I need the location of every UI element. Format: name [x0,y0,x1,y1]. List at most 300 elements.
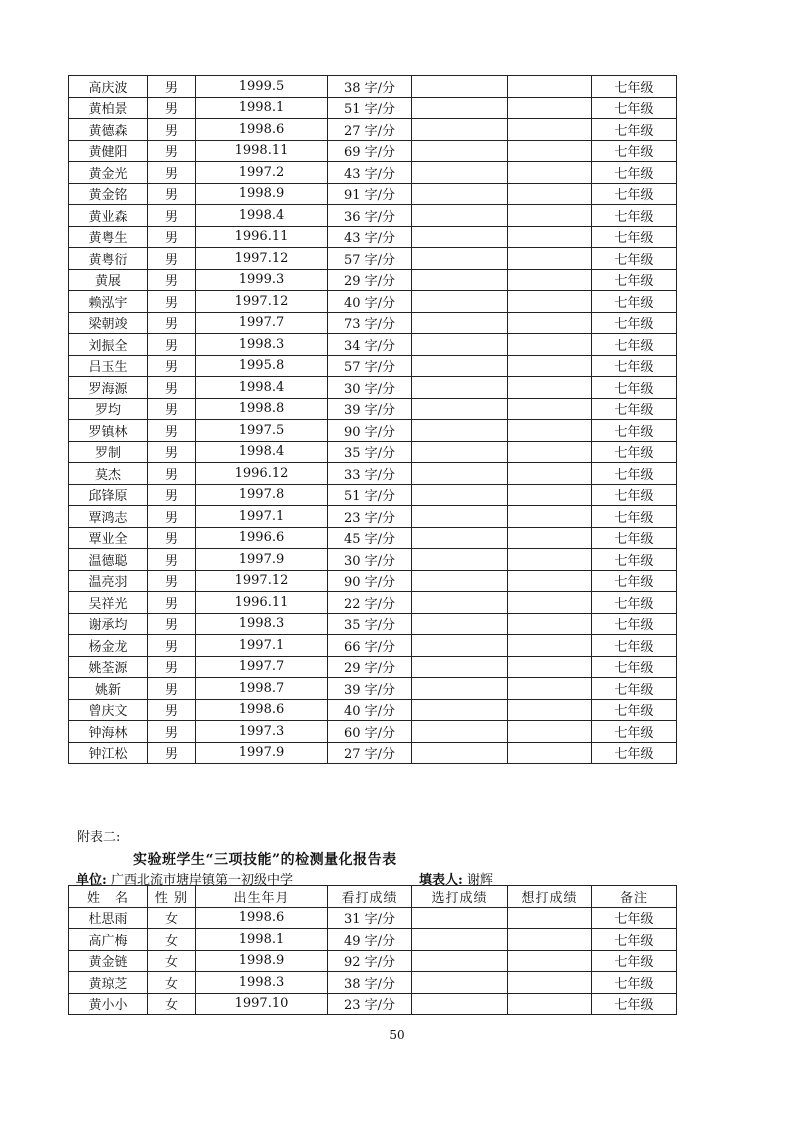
cell-select-typing [412,613,508,635]
cell-birth: 1996.11 [196,226,328,248]
cell-select-typing [412,527,508,549]
cell-think-typing [508,441,592,463]
cell-name: 黄德森 [69,119,148,141]
cell-remark: 七年级 [592,484,677,506]
cell-view-typing: 36 字/分 [328,205,412,227]
cell-select-typing [412,656,508,678]
cell-birth: 1997.1 [196,635,328,657]
cell-think-typing [508,570,592,592]
cell-birth: 1996.11 [196,592,328,614]
cell-view-typing: 30 字/分 [328,377,412,399]
cell-remark: 七年级 [592,506,677,528]
cell-remark: 七年级 [592,183,677,205]
cell-birth: 1997.3 [196,721,328,743]
cell-think-typing [508,355,592,377]
cell-name: 黄业森 [69,205,148,227]
cell-view-typing: 30 字/分 [328,549,412,571]
cell-remark: 七年级 [592,248,677,270]
cell-name: 黄健阳 [69,140,148,162]
cell-name: 姚荃源 [69,656,148,678]
cell-think-typing [508,226,592,248]
cell-view-typing: 27 字/分 [328,119,412,141]
table-row [69,907,677,929]
table-row [69,549,677,571]
cell-birth: 1997.5 [196,420,328,442]
cell-select-typing [412,506,508,528]
cell-select-typing [412,248,508,270]
cell-gender: 男 [148,140,196,162]
page-number: 50 [389,1028,405,1042]
cell-remark: 七年级 [592,398,677,420]
student-table-girls [68,885,677,1015]
cell-gender: 男 [148,377,196,399]
cell-think-typing [508,269,592,291]
cell-select-typing [412,592,508,614]
cell-name: 吴祥光 [69,592,148,614]
cell-remark: 七年级 [592,570,677,592]
cell-birth: 1997.9 [196,742,328,764]
table-row [69,678,677,700]
cell-view-typing: 39 字/分 [328,678,412,700]
table-row [69,398,677,420]
table-row [69,97,677,119]
table-row [69,76,677,98]
table-row [69,972,677,994]
table-row [69,291,677,313]
cell-name: 覃业全 [69,527,148,549]
cell-think-typing [508,97,592,119]
table-row [69,592,677,614]
cell-birth: 1997.12 [196,248,328,270]
cell-remark: 七年级 [592,377,677,399]
cell-name: 温德聪 [69,549,148,571]
table-row [69,140,677,162]
cell-remark: 七年级 [592,592,677,614]
cell-remark: 七年级 [592,635,677,657]
cell-birth: 1998.7 [196,678,328,700]
cell-gender: 男 [148,248,196,270]
cell-birth: 1997.10 [196,993,328,1015]
cell-gender: 男 [148,119,196,141]
cell-view-typing: 51 字/分 [328,484,412,506]
cell-view-typing: 51 字/分 [328,97,412,119]
cell-select-typing [412,140,508,162]
cell-name: 黄琼芝 [69,972,148,994]
cell-think-typing [508,291,592,313]
student-table-continued [68,75,677,764]
table-row [69,377,677,399]
cell-name: 高广梅 [69,929,148,951]
cell-remark: 七年级 [592,993,677,1015]
column-header: 备注 [592,886,677,908]
table-row [69,506,677,528]
cell-birth: 1998.6 [196,907,328,929]
cell-view-typing: 40 字/分 [328,291,412,313]
cell-name: 覃鸿志 [69,506,148,528]
cell-remark: 七年级 [592,226,677,248]
cell-birth: 1997.12 [196,291,328,313]
cell-think-typing [508,656,592,678]
cell-think-typing [508,398,592,420]
cell-view-typing: 33 字/分 [328,463,412,485]
cell-birth: 1996.12 [196,463,328,485]
cell-birth: 1998.4 [196,377,328,399]
cell-select-typing [412,269,508,291]
column-header: 看打成绩 [328,886,412,908]
cell-name: 黄粤衍 [69,248,148,270]
cell-name: 杜思雨 [69,907,148,929]
cell-view-typing: 27 字/分 [328,742,412,764]
cell-gender: 男 [148,635,196,657]
cell-think-typing [508,463,592,485]
cell-view-typing: 43 字/分 [328,162,412,184]
cell-gender: 男 [148,656,196,678]
cell-think-typing [508,506,592,528]
cell-birth: 1997.1 [196,506,328,528]
cell-think-typing [508,527,592,549]
cell-birth: 1999.3 [196,269,328,291]
cell-birth: 1997.2 [196,162,328,184]
table-header-row [69,886,677,908]
cell-remark: 七年级 [592,441,677,463]
cell-birth: 1998.9 [196,950,328,972]
cell-remark: 七年级 [592,656,677,678]
cell-birth: 1998.9 [196,183,328,205]
cell-select-typing [412,721,508,743]
cell-gender: 男 [148,441,196,463]
cell-select-typing [412,929,508,951]
cell-name: 黄柏景 [69,97,148,119]
cell-gender: 男 [148,291,196,313]
cell-think-typing [508,377,592,399]
cell-think-typing [508,972,592,994]
cell-select-typing [412,635,508,657]
cell-name: 黄金链 [69,950,148,972]
appendix-label: 附表二: [77,830,121,845]
filler-label: 填表人: [419,873,463,888]
cell-think-typing [508,549,592,571]
cell-think-typing [508,140,592,162]
cell-gender: 男 [148,549,196,571]
cell-gender: 女 [148,972,196,994]
cell-select-typing [412,972,508,994]
cell-birth: 1998.3 [196,613,328,635]
cell-view-typing: 45 字/分 [328,527,412,549]
cell-view-typing: 29 字/分 [328,269,412,291]
cell-remark: 七年级 [592,334,677,356]
column-header: 选打成绩 [412,886,508,908]
cell-name: 黄粤生 [69,226,148,248]
cell-select-typing [412,463,508,485]
cell-select-typing [412,312,508,334]
cell-name: 吕玉生 [69,355,148,377]
cell-birth: 1998.11 [196,140,328,162]
table-row [69,742,677,764]
cell-think-typing [508,205,592,227]
cell-birth: 1997.12 [196,570,328,592]
cell-gender: 男 [148,162,196,184]
cell-gender: 男 [148,76,196,98]
cell-view-typing: 66 字/分 [328,635,412,657]
cell-remark: 七年级 [592,549,677,571]
cell-birth: 1997.7 [196,656,328,678]
cell-view-typing: 38 字/分 [328,972,412,994]
cell-view-typing: 39 字/分 [328,398,412,420]
table-row [69,721,677,743]
cell-view-typing: 60 字/分 [328,721,412,743]
cell-think-typing [508,248,592,270]
cell-gender: 男 [148,226,196,248]
cell-remark: 七年级 [592,742,677,764]
cell-name: 曾庆文 [69,699,148,721]
cell-select-typing [412,119,508,141]
column-header: 姓 名 [69,886,148,908]
cell-remark: 七年级 [592,312,677,334]
cell-birth: 1998.4 [196,441,328,463]
cell-birth: 1998.3 [196,972,328,994]
cell-birth: 1998.8 [196,398,328,420]
cell-birth: 1995.8 [196,355,328,377]
cell-view-typing: 38 字/分 [328,76,412,98]
cell-select-typing [412,76,508,98]
cell-view-typing: 92 字/分 [328,950,412,972]
cell-think-typing [508,678,592,700]
cell-select-typing [412,162,508,184]
table-row [69,993,677,1015]
cell-remark: 七年级 [592,721,677,743]
cell-select-typing [412,334,508,356]
cell-remark: 七年级 [592,205,677,227]
cell-select-typing [412,484,508,506]
cell-select-typing [412,398,508,420]
cell-remark: 七年级 [592,355,677,377]
cell-birth: 1998.6 [196,699,328,721]
cell-view-typing: 90 字/分 [328,570,412,592]
cell-think-typing [508,420,592,442]
cell-select-typing [412,226,508,248]
table-row [69,929,677,951]
cell-view-typing: 57 字/分 [328,355,412,377]
cell-select-typing [412,355,508,377]
filler-value: 谢辉 [466,873,493,888]
cell-select-typing [412,950,508,972]
cell-gender: 男 [148,334,196,356]
cell-birth: 1997.7 [196,312,328,334]
cell-view-typing: 69 字/分 [328,140,412,162]
table-row [69,527,677,549]
cell-think-typing [508,484,592,506]
cell-gender: 男 [148,355,196,377]
cell-think-typing [508,993,592,1015]
cell-name: 黄展 [69,269,148,291]
cell-think-typing [508,742,592,764]
cell-gender: 男 [148,484,196,506]
cell-select-typing [412,183,508,205]
column-header: 性 别 [148,886,196,908]
cell-think-typing [508,119,592,141]
cell-name: 杨金龙 [69,635,148,657]
cell-gender: 男 [148,205,196,227]
cell-gender: 女 [148,907,196,929]
cell-view-typing: 23 字/分 [328,993,412,1015]
cell-view-typing: 90 字/分 [328,420,412,442]
cell-select-typing [412,441,508,463]
cell-remark: 七年级 [592,140,677,162]
cell-remark: 七年级 [592,420,677,442]
table-row [69,183,677,205]
cell-birth: 1998.6 [196,119,328,141]
cell-birth: 1999.5 [196,76,328,98]
cell-select-typing [412,699,508,721]
cell-name: 罗制 [69,441,148,463]
cell-select-typing [412,377,508,399]
cell-birth: 1998.4 [196,205,328,227]
cell-remark: 七年级 [592,269,677,291]
cell-name: 罗镇林 [69,420,148,442]
table-row [69,312,677,334]
cell-select-typing [412,570,508,592]
cell-name: 姚新 [69,678,148,700]
cell-name: 黄金铭 [69,183,148,205]
cell-select-typing [412,97,508,119]
cell-remark: 七年级 [592,972,677,994]
cell-remark: 七年级 [592,613,677,635]
cell-gender: 男 [148,269,196,291]
cell-gender: 女 [148,993,196,1015]
cell-remark: 七年级 [592,527,677,549]
cell-name: 钟海林 [69,721,148,743]
cell-select-typing [412,549,508,571]
table-row [69,441,677,463]
table-row [69,205,677,227]
table-row [69,635,677,657]
cell-select-typing [412,205,508,227]
cell-gender: 男 [148,506,196,528]
cell-birth: 1998.3 [196,334,328,356]
cell-remark: 七年级 [592,678,677,700]
cell-remark: 七年级 [592,97,677,119]
cell-select-typing [412,291,508,313]
cell-remark: 七年级 [592,119,677,141]
table-row [69,484,677,506]
cell-remark: 七年级 [592,907,677,929]
cell-gender: 男 [148,527,196,549]
cell-name: 邱锋原 [69,484,148,506]
cell-think-typing [508,950,592,972]
cell-name: 莫杰 [69,463,148,485]
cell-think-typing [508,699,592,721]
cell-birth: 1997.9 [196,549,328,571]
cell-gender: 男 [148,570,196,592]
unit-label: 单位: [76,873,107,888]
cell-gender: 男 [148,312,196,334]
cell-name: 罗均 [69,398,148,420]
cell-view-typing: 35 字/分 [328,613,412,635]
cell-think-typing [508,721,592,743]
cell-remark: 七年级 [592,929,677,951]
unit-value: 广西北流市塘岸镇第一初级中学 [110,873,293,888]
cell-remark: 七年级 [592,291,677,313]
cell-gender: 女 [148,950,196,972]
table-row [69,463,677,485]
cell-view-typing: 29 字/分 [328,656,412,678]
cell-view-typing: 40 字/分 [328,699,412,721]
cell-think-typing [508,592,592,614]
cell-name: 黄小小 [69,993,148,1015]
cell-birth: 1997.8 [196,484,328,506]
cell-select-typing [412,420,508,442]
cell-gender: 男 [148,721,196,743]
cell-gender: 男 [148,420,196,442]
column-header: 出生年月 [196,886,328,908]
cell-gender: 男 [148,398,196,420]
cell-think-typing [508,907,592,929]
cell-birth: 1998.1 [196,97,328,119]
cell-view-typing: 34 字/分 [328,334,412,356]
cell-remark: 七年级 [592,76,677,98]
cell-think-typing [508,613,592,635]
table-row [69,226,677,248]
table-row [69,613,677,635]
cell-gender: 男 [148,97,196,119]
cell-think-typing [508,76,592,98]
table-row [69,119,677,141]
cell-gender: 男 [148,592,196,614]
cell-gender: 男 [148,742,196,764]
cell-name: 钟江松 [69,742,148,764]
cell-name: 梁朝竣 [69,312,148,334]
table-row [69,269,677,291]
cell-select-typing [412,907,508,929]
report-title: 实验班学生“三项技能”的检测量化报告表 [133,852,397,868]
table-row [69,355,677,377]
cell-think-typing [508,929,592,951]
cell-select-typing [412,678,508,700]
table-row [69,420,677,442]
cell-birth: 1996.6 [196,527,328,549]
cell-select-typing [412,993,508,1015]
cell-name: 刘振全 [69,334,148,356]
cell-gender: 男 [148,699,196,721]
column-header: 想打成绩 [508,886,592,908]
cell-name: 黄金光 [69,162,148,184]
cell-name: 高庆波 [69,76,148,98]
cell-remark: 七年级 [592,463,677,485]
cell-view-typing: 35 字/分 [328,441,412,463]
cell-remark: 七年级 [592,950,677,972]
cell-view-typing: 22 字/分 [328,592,412,614]
cell-view-typing: 73 字/分 [328,312,412,334]
table-row [69,950,677,972]
table-row [69,162,677,184]
cell-view-typing: 57 字/分 [328,248,412,270]
cell-select-typing [412,742,508,764]
table-row [69,656,677,678]
unit-line [76,869,676,888]
cell-gender: 男 [148,678,196,700]
cell-think-typing [508,334,592,356]
cell-name: 温亮羽 [69,570,148,592]
cell-think-typing [508,635,592,657]
cell-name: 谢承均 [69,613,148,635]
cell-think-typing [508,312,592,334]
cell-view-typing: 49 字/分 [328,929,412,951]
cell-gender: 男 [148,463,196,485]
cell-gender: 男 [148,613,196,635]
cell-view-typing: 31 字/分 [328,907,412,929]
cell-view-typing: 91 字/分 [328,183,412,205]
table-row [69,248,677,270]
